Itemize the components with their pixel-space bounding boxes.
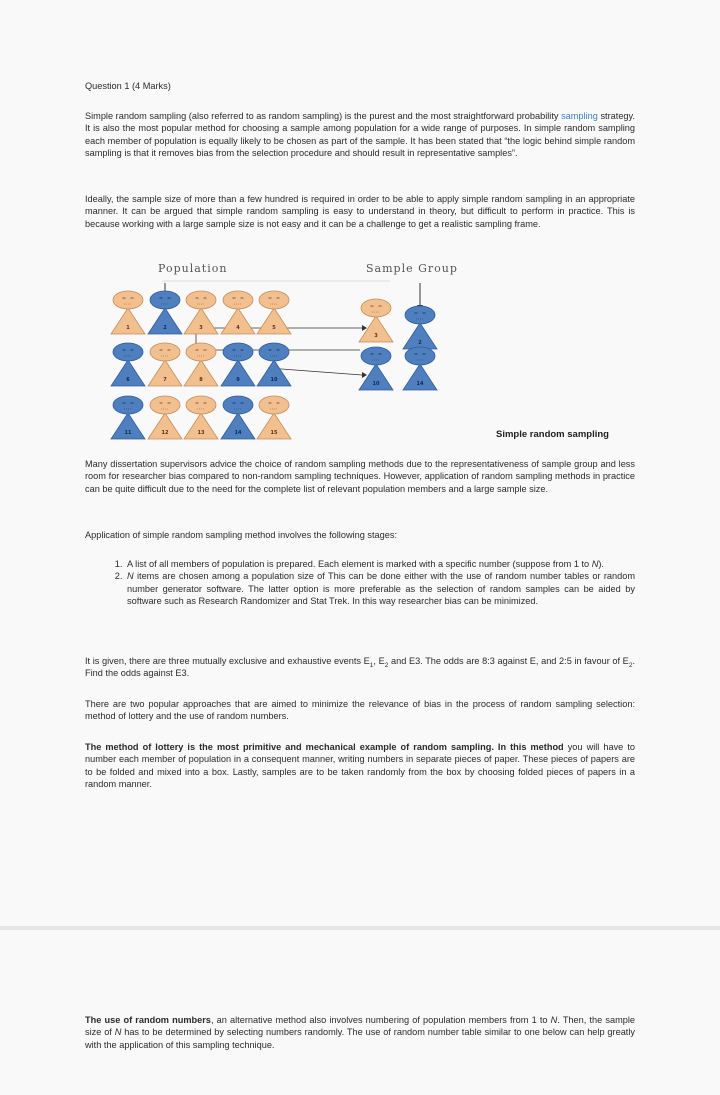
paragraph-intro	[85, 110, 635, 160]
figure-canvas	[100, 256, 630, 446]
figure-number: 12	[161, 430, 169, 436]
population-member	[257, 396, 291, 439]
figure-number: 1	[126, 325, 130, 331]
sample-group-label: Sample Group	[366, 262, 458, 275]
population-member	[221, 396, 255, 439]
para6-text: There are two popular approaches that are aimed to minimize the relevance of bias in the process of random sampling selection: method of lottery and the use of random numbers.	[85, 699, 635, 722]
paragraph-supervisors	[85, 458, 635, 495]
para1-text-b: strategy. It is also the most popular method for choosing a sample among population for a wide range of purposes. In simple random sampling each member of population is equally likely to be chosen as part of the sample. It has been stated that “the logic behind simple random sampling is that it removes bias from the selection procedure and should result in representative samples”.	[85, 111, 636, 159]
figure-number: 5	[272, 325, 276, 331]
list-item: 2. N items are chosen among a population size of This can be done either with the use of random number tables or random number generator software. The latter option is more preferable as the selection of random samples can be aided by software such as Research Randomizer and Stat Trek. In this way researcher bias can be minimized.	[125, 570, 635, 607]
figure-number: 11	[124, 430, 132, 436]
figure-number: 4	[236, 325, 240, 331]
population-member	[221, 343, 255, 386]
paragraph-lottery: The method of lottery is the most primitive and mechanical example of random sampling. In this method you will have to number each member of population in a consequent manner, writing numbers in separate pieces of paper. These pieces of papers are to be folded and mixed into a box. Lastly, samples are to be taken randomly from the box by choosing folded pieces of papers in a random manner.	[85, 742, 635, 790]
figure-number: 7	[163, 377, 167, 383]
population-member	[184, 291, 218, 334]
figure-number: 6	[126, 377, 130, 383]
population-member	[148, 291, 182, 334]
question-title: Question 1 (4 Marks)	[85, 81, 171, 91]
paragraph-approaches	[85, 698, 635, 723]
paragraph-random-numbers: The use of random numbers, an alternative method also involves numbering of population members from 1 to N. Then, the sample size of N has to be determined by selecting numbers randomly. The use of random number table similar to one below can help greatly with the application of this sampling technique.	[85, 1015, 635, 1050]
paragraph-odds-question: It is given, there are three mutually exclusive and exhaustive events $E_1$, $E_2$ and E3. The odds are 8:3 against E, and 2:5 in favour of $E_2$. Find the odds against E3.	[85, 656, 635, 679]
population-member	[148, 396, 182, 439]
population-member	[184, 396, 218, 439]
sampling-link[interactable]: sampling	[561, 111, 598, 121]
paragraph-stages-intro	[85, 529, 635, 541]
population-label: Population	[158, 262, 228, 275]
figure-caption: Simple random sampling	[496, 429, 609, 440]
para4-text: Application of simple random sampling method involves the following stages:	[85, 530, 398, 540]
figure-number: 10	[270, 377, 278, 383]
figure-number: 9	[236, 377, 240, 383]
list-item: 1. A list of all members of population is prepared. Each element is marked with a specific number (suppose from 1 to N).	[125, 558, 635, 570]
population-member	[111, 396, 145, 439]
population-member	[221, 291, 255, 334]
population-member	[257, 343, 291, 386]
para3-text: Many dissertation supervisors advice the choice of random sampling methods due to the representativeness of sample group and less room for researcher bias compared to non-random sampling techniques. However, application of random sampling methods in practice can be quite difficult due to the need for the complete list of relevant population members and a large sample size.	[85, 459, 635, 494]
para1-text-a: Simple random sampling (also referred to as random sampling) is the purest and the most straightforward probability	[85, 111, 562, 121]
sample-member	[359, 299, 393, 342]
paragraph-sample-size	[85, 193, 635, 230]
sample-member	[403, 306, 437, 349]
figure-number: 2	[418, 340, 422, 346]
figure-number: 15	[270, 430, 278, 436]
random-sampling-figure	[100, 256, 630, 446]
figure-number: 3	[374, 333, 378, 339]
sample-member	[403, 347, 437, 390]
stages-list	[85, 558, 635, 608]
figure-number: 10	[372, 381, 380, 387]
figure-number: 13	[197, 430, 205, 436]
page-2	[0, 930, 720, 1095]
population-member	[184, 343, 218, 386]
population-member	[148, 343, 182, 386]
figure-number: 14	[234, 430, 242, 436]
figure-number: 8	[199, 377, 203, 383]
figure-number: 3	[199, 325, 203, 331]
population-member	[111, 291, 145, 334]
figure-number: 14	[416, 381, 424, 387]
population-member	[111, 343, 145, 386]
para2-text: Ideally, the sample size of more than a few hundred is required in order to be able to apply simple random sampling in an appropriate manner. It can be argued that simple random sampling is easy to understand in theory, but difficult to perform in practice. This is because working with a large sample size is not easy and it can be a challenge to get a realistic sampling frame.	[85, 194, 635, 229]
sample-member	[359, 347, 393, 390]
figure-number: 2	[163, 325, 167, 331]
population-member	[257, 291, 291, 334]
